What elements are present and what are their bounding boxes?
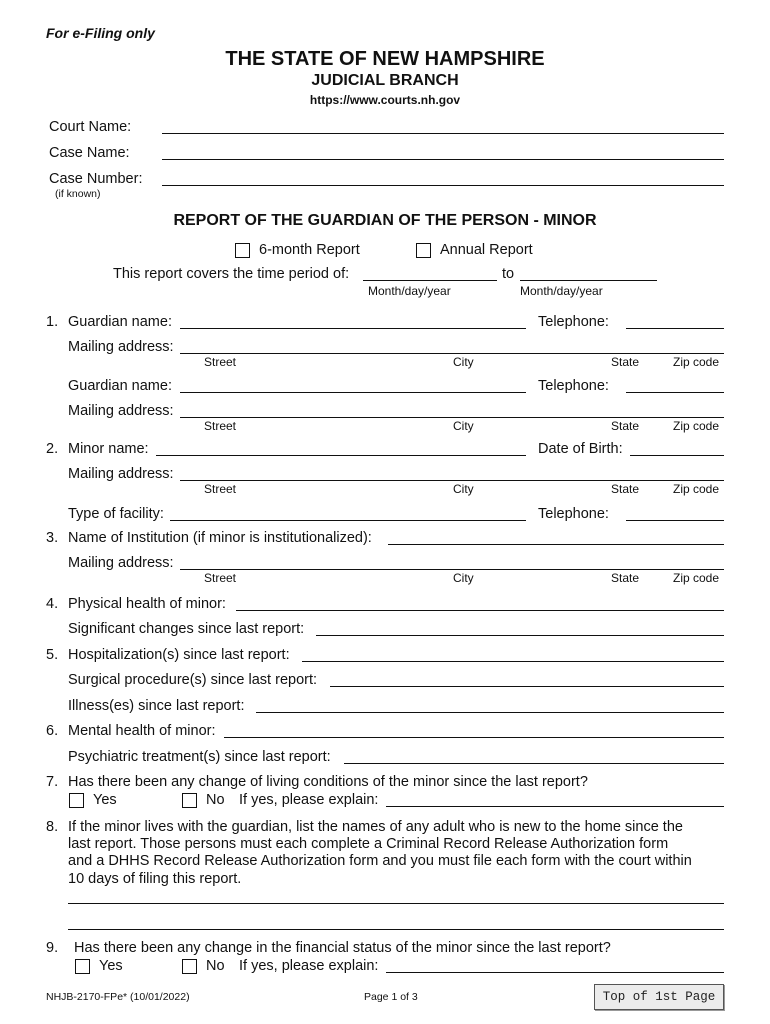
s7-yes-checkbox[interactable] <box>69 793 84 808</box>
s5-number: 5. <box>46 647 59 663</box>
annual-checkbox[interactable] <box>416 243 431 258</box>
s9-no-label: No <box>206 958 225 974</box>
guardian2-mailing-field[interactable] <box>180 417 724 418</box>
guardian1-name-field[interactable] <box>180 328 526 329</box>
minor-mailing-field[interactable] <box>180 480 724 481</box>
six-month-label: 6-month Report <box>259 242 360 258</box>
s1-number: 1. <box>46 314 59 330</box>
s6-number: 6. <box>46 723 59 739</box>
s8-text-line4: 10 days of filing this report. <box>68 871 242 887</box>
s9-explain-label: If yes, please explain: <box>239 958 379 974</box>
significant-changes-field[interactable] <box>316 635 724 636</box>
s4-number: 4. <box>46 596 59 612</box>
s7-no-checkbox[interactable] <box>182 793 197 808</box>
addr-city: City <box>453 571 474 585</box>
institution-mailing-field[interactable] <box>180 569 724 570</box>
addr-street: Street <box>204 419 237 433</box>
addr-state: State <box>611 571 640 585</box>
addr-zip: Zip code <box>673 571 720 585</box>
date-hint-start: Month/day/year <box>368 284 451 298</box>
addr-city: City <box>453 355 474 369</box>
state-title: THE STATE OF NEW HAMPSHIRE <box>225 48 545 70</box>
addr-city: City <box>453 482 474 496</box>
surgical-label: Surgical procedure(s) since last report: <box>68 672 318 688</box>
s7-question: Has there been any change of living conditions of the minor since the last report? <box>68 774 588 790</box>
addr-street: Street <box>204 482 237 496</box>
s7-no-label: No <box>206 792 225 808</box>
form-id: NHJB-2170-FPe* (10/01/2022) <box>46 991 190 1003</box>
facility-label: Type of facility: <box>68 506 164 522</box>
guardian1-mailing-label: Mailing address: <box>68 339 174 355</box>
facility-telephone-label: Telephone: <box>538 506 609 522</box>
s3-number: 3. <box>46 530 59 546</box>
institution-field[interactable] <box>388 544 724 545</box>
s9-no-checkbox[interactable] <box>182 959 197 974</box>
page-number: Page 1 of 3 <box>364 991 418 1003</box>
facility-field[interactable] <box>170 520 526 521</box>
addr-state: State <box>611 482 640 496</box>
dob-label: Date of Birth: <box>538 441 623 457</box>
institution-mailing-label: Mailing address: <box>68 555 174 571</box>
psychiatric-label: Psychiatric treatment(s) since last report: <box>68 749 331 765</box>
guardian1-telephone-field[interactable] <box>626 328 724 329</box>
s9-explain-field[interactable] <box>386 972 724 973</box>
case-number-field[interactable] <box>162 185 724 186</box>
psychiatric-field[interactable] <box>344 763 724 764</box>
addr-state: State <box>611 419 640 433</box>
six-month-checkbox[interactable] <box>235 243 250 258</box>
dob-field[interactable] <box>630 455 724 456</box>
s9-yes-label: Yes <box>99 958 123 974</box>
guardian2-mailing-label: Mailing address: <box>68 403 174 419</box>
minor-name-field[interactable] <box>156 455 526 456</box>
s9-number: 9. <box>46 940 59 956</box>
illness-field[interactable] <box>256 712 724 713</box>
date-hint-end: Month/day/year <box>520 284 603 298</box>
physical-health-field[interactable] <box>236 610 724 611</box>
guardian2-name-field[interactable] <box>180 392 526 393</box>
facility-telephone-field[interactable] <box>626 520 724 521</box>
s8-text-line3: and a DHHS Record Release Authorization form and you must file each form with the court within <box>68 853 692 869</box>
s7-number: 7. <box>46 774 59 790</box>
period-label: This report covers the time period of: <box>113 266 350 282</box>
s7-explain-label: If yes, please explain: <box>239 792 379 808</box>
illness-label: Illness(es) since last report: <box>68 698 245 714</box>
s9-yes-checkbox[interactable] <box>75 959 90 974</box>
court-name-field[interactable] <box>162 133 724 134</box>
significant-changes-label: Significant changes since last report: <box>68 621 305 637</box>
addr-state: State <box>611 355 640 369</box>
court-url: https://www.courts.nh.gov <box>309 93 461 107</box>
guardian1-mailing-field[interactable] <box>180 353 724 354</box>
hospitalization-label: Hospitalization(s) since last report: <box>68 647 290 663</box>
addr-city: City <box>453 419 474 433</box>
addr-street: Street <box>204 571 237 585</box>
s9-question: Has there been any change in the financial status of the minor since the last report? <box>74 940 611 956</box>
court-name-label: Court Name: <box>49 119 132 135</box>
physical-health-label: Physical health of minor: <box>68 596 226 612</box>
period-end-field[interactable] <box>520 280 657 281</box>
hospitalization-field[interactable] <box>302 661 724 662</box>
case-number-label: Case Number: <box>49 171 143 187</box>
addr-street: Street <box>204 355 237 369</box>
institution-label: Name of Institution (if minor is institutionalized): <box>68 530 372 546</box>
s2-number: 2. <box>46 441 59 457</box>
s8-number: 8. <box>46 819 59 835</box>
guardian2-telephone-field[interactable] <box>626 392 724 393</box>
case-name-field[interactable] <box>162 159 724 160</box>
if-known-note: (if known) <box>55 188 101 200</box>
s8-text-line2: last report. Those persons must each complete a Criminal Record Release Authorization form <box>68 836 669 852</box>
addr-zip: Zip code <box>673 419 720 433</box>
guardian1-name-label: Guardian name: <box>68 314 172 330</box>
s8-answer-field-2[interactable] <box>68 929 724 930</box>
case-name-label: Case Name: <box>49 145 130 161</box>
guardian1-telephone-label: Telephone: <box>538 314 609 330</box>
top-of-first-page-button[interactable]: Top of 1st Page <box>594 984 724 1010</box>
s7-explain-field[interactable] <box>386 806 724 807</box>
branch-title: JUDICIAL BRANCH <box>311 72 459 89</box>
guardian2-name-label: Guardian name: <box>68 378 172 394</box>
s8-answer-field-1[interactable] <box>68 903 724 904</box>
efiling-note: For e-Filing only <box>46 25 155 41</box>
guardian2-telephone-label: Telephone: <box>538 378 609 394</box>
minor-mailing-label: Mailing address: <box>68 466 174 482</box>
s7-yes-label: Yes <box>93 792 117 808</box>
period-to: to <box>502 266 515 282</box>
annual-label: Annual Report <box>440 242 533 258</box>
surgical-field[interactable] <box>330 686 724 687</box>
period-start-field[interactable] <box>363 280 497 281</box>
report-title: REPORT OF THE GUARDIAN OF THE PERSON - MINOR <box>173 212 597 229</box>
addr-zip: Zip code <box>673 482 720 496</box>
s8-text-line1: If the minor lives with the guardian, list the names of any adult who is new to the home since the <box>68 819 683 835</box>
minor-name-label: Minor name: <box>68 441 149 457</box>
mental-health-label: Mental health of minor: <box>68 723 216 739</box>
mental-health-field[interactable] <box>224 737 724 738</box>
addr-zip: Zip code <box>673 355 720 369</box>
